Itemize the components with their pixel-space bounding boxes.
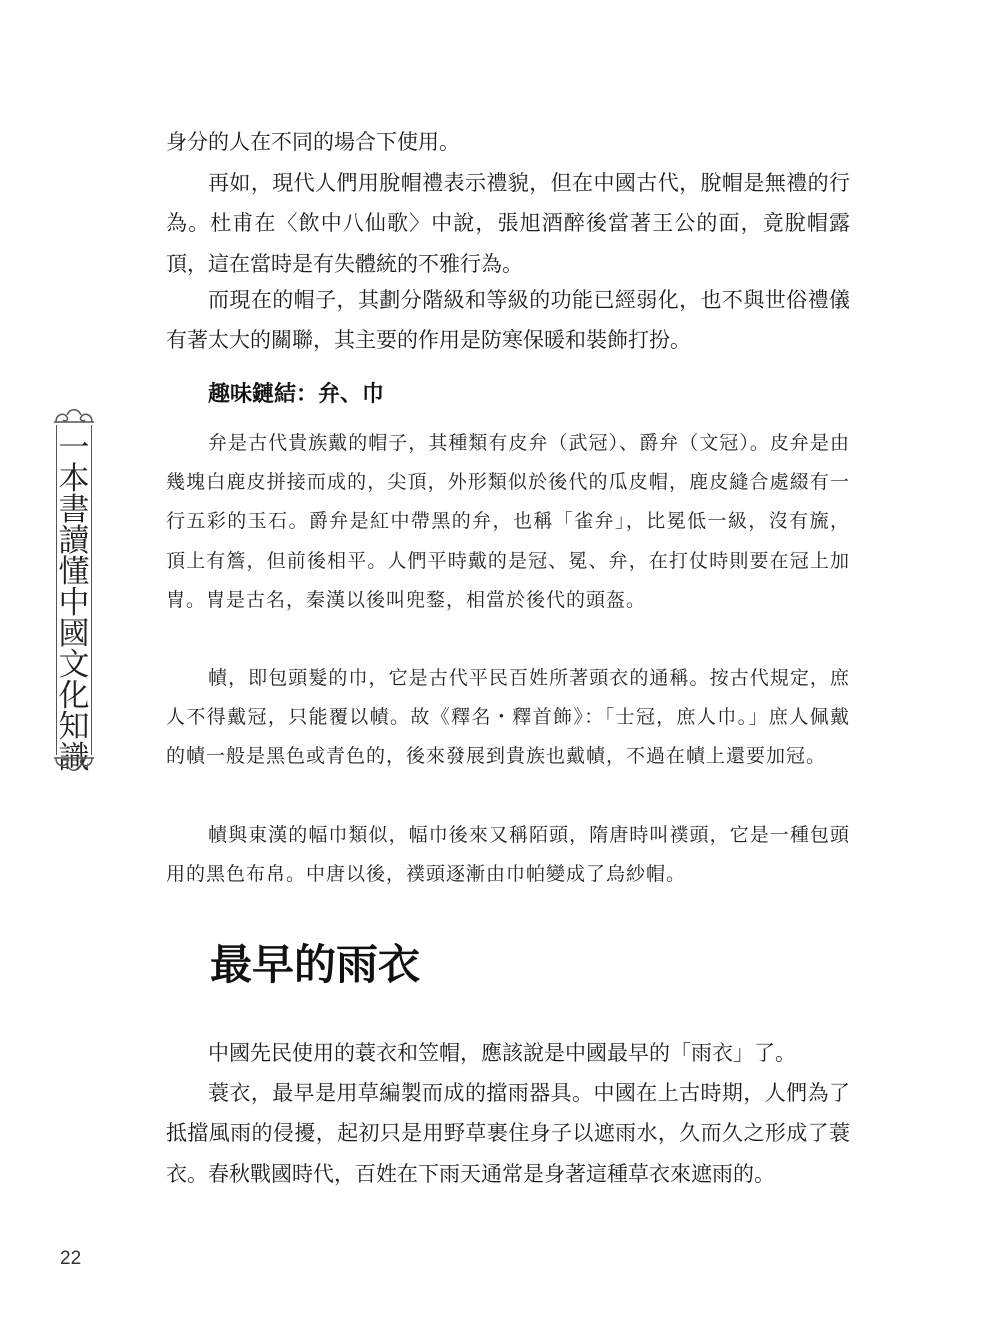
cloud-scroll-icon [50, 405, 98, 427]
body-paragraph: 蓑衣，最早是用草編製而成的擋雨器具。中國在上古時期，人們為了抵擋風雨的侵擾，起初只是用野草裹住身子以遮雨水，久而久之形成了蓑衣。春秋戰國時代，百姓在下雨天通常是身著這種草衣來遮雨的。 [166, 1081, 850, 1186]
section-title: 最早的雨衣 [210, 940, 421, 989]
page-number: 22 [60, 1248, 82, 1269]
title-char: 讀 [58, 523, 90, 559]
title-char: 知 [58, 709, 90, 745]
fun-link-paragraph: 幘與東漢的幅巾類似，幅巾後來又稱陌頭，隋唐時叫襆頭，它是一種包頭用的黑色布帛。中唐以後，襆頭逐漸由巾帕變成了烏紗帽。 [166, 824, 850, 886]
title-char: 化 [58, 678, 90, 714]
cloud-scroll-icon [50, 753, 98, 775]
title-char: 識 [58, 740, 90, 776]
book-series-title [50, 430, 98, 776]
title-char: 中 [58, 585, 90, 621]
fun-link-heading: 趣味鏈結：弁、巾 [208, 381, 385, 407]
title-char: 一 [58, 430, 90, 466]
title-char: 國 [58, 616, 90, 652]
title-char: 文 [58, 647, 90, 683]
running-title-tab [50, 405, 98, 775]
title-char: 本 [58, 461, 90, 497]
title-char: 懂 [58, 554, 90, 590]
body-paragraph: 再如，現代人們用脫帽禮表示禮貌，但在中國古代，脫帽是無禮的行為。杜甫在〈飲中八仙歌〉中說，張旭酒醉後當著王公的面，竟脫帽露頂，這在當時是有失體統的不雅行為。 [166, 171, 850, 276]
fun-link-paragraph: 弁是古代貴族戴的帽子，其種類有皮弁（武冠）、爵弁（文冠）。皮弁是由幾塊白鹿皮拼接而成的，尖頂，外形類似於後代的瓜皮帽，鹿皮縫合處綴有一行五彩的玉石。爵弁是紅中帶黑的弁，也稱「雀弁」，比冕低一級，沒有旒，頂上有簷，但前後相平。人們平時戴的是冠、冕、弁，在打仗時則要在冠上加冑。冑是古名，秦漢以後叫兜鍪，相當於後代的頭盔。 [166, 432, 850, 611]
body-paragraph: 而現在的帽子，其劃分階級和等級的功能已經弱化，也不與世俗禮儀有著太大的關聯，其主要的作用是防寒保暖和裝飾打扮。 [166, 288, 850, 353]
body-paragraph: 身分的人在不同的場合下使用。 [166, 130, 460, 154]
title-char: 書 [58, 492, 90, 528]
body-paragraph: 中國先民使用的蓑衣和笠帽，應該說是中國最早的「雨衣」了。 [208, 1041, 796, 1065]
fun-link-paragraph: 幘，即包頭髮的巾，它是古代平民百姓所著頭衣的通稱。按古代規定，庶人不得戴冠，只能覆以幘。故《釋名・釋首飾》：「士冠，庶人巾。」庶人佩戴的幘一般是黑色或青色的，後來發展到貴族也戴幘，不過在幘上還要加冠。 [166, 667, 850, 768]
